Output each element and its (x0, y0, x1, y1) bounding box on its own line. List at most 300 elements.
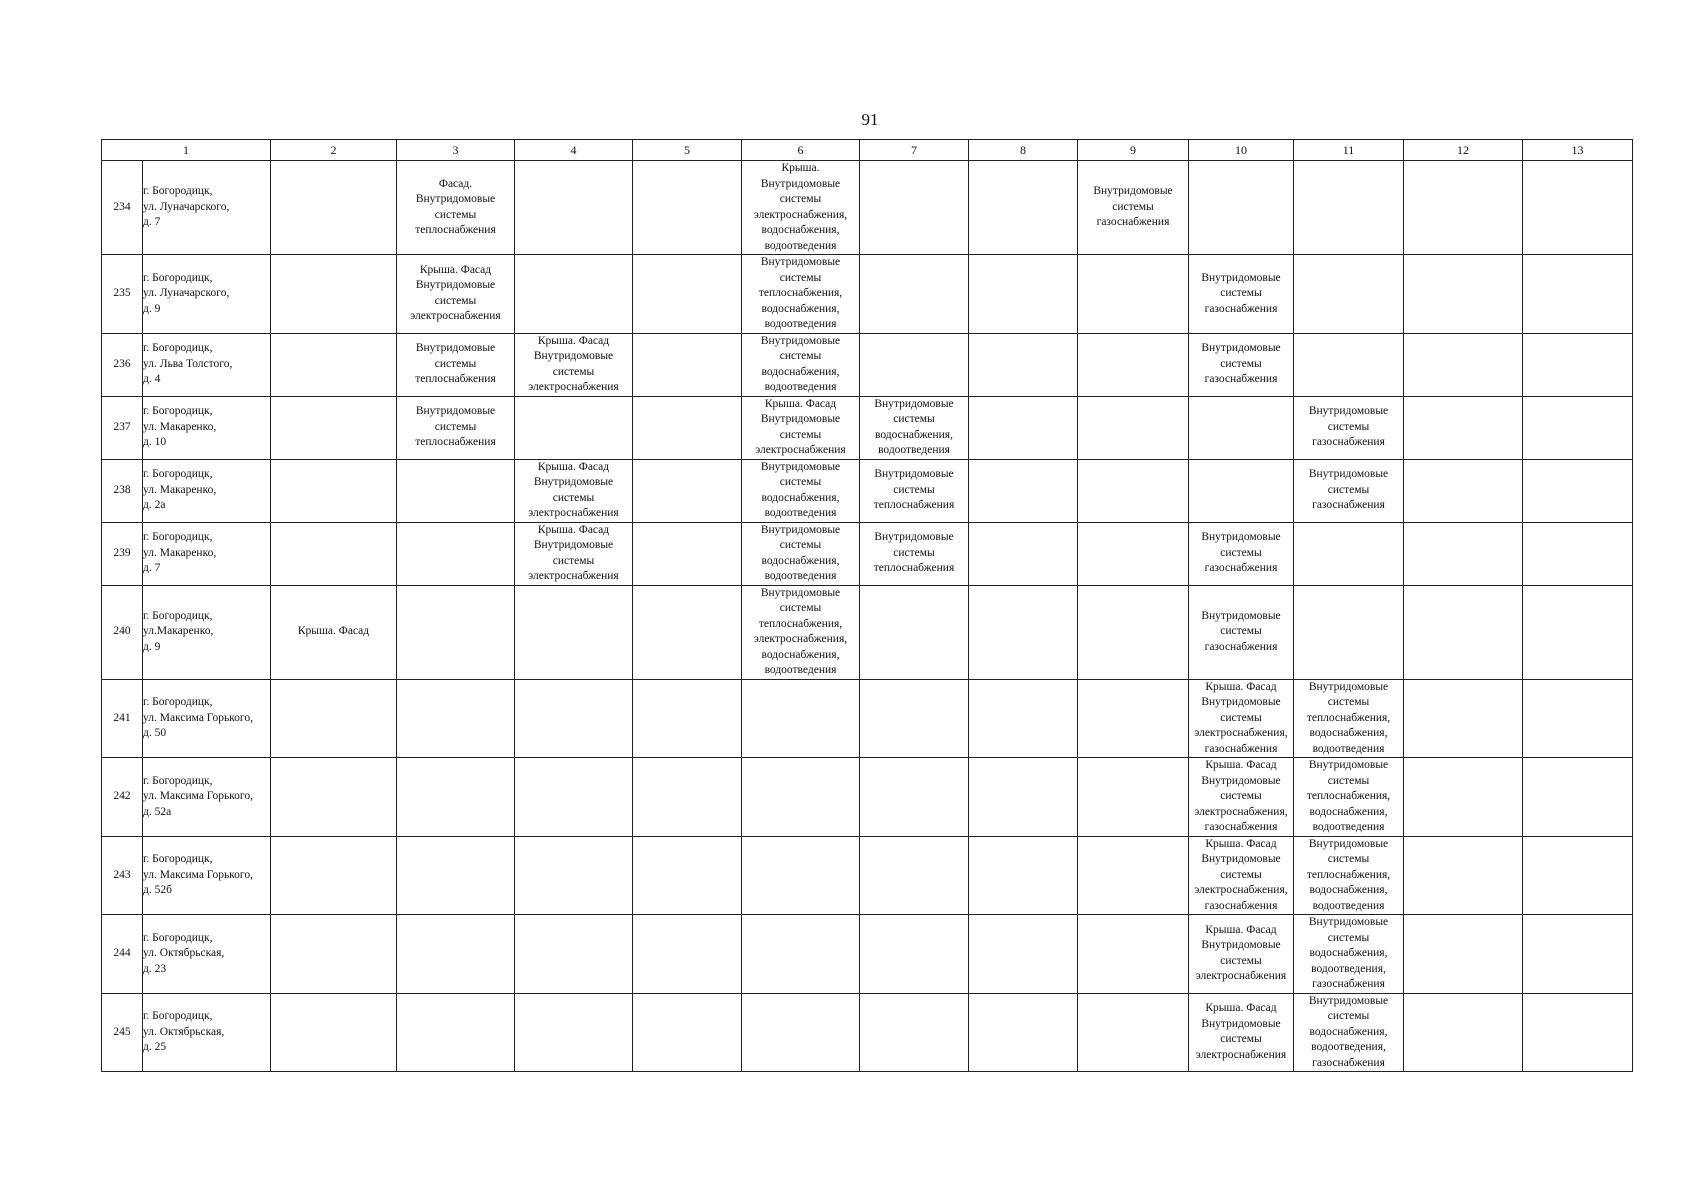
work-line: системы (434, 294, 477, 307)
work-line: теплоснабжения (415, 436, 496, 449)
work-line: электроснабжения, (1194, 884, 1288, 896)
work-cell (1404, 915, 1523, 994)
address-line: д. 4 (143, 373, 161, 386)
table-row (102, 993, 1633, 1072)
work-cell (633, 993, 742, 1072)
work-line: системы (779, 193, 822, 205)
table-row (102, 161, 1633, 255)
work-line: системы (434, 208, 477, 221)
table-row (102, 585, 1633, 679)
column-header: 10 (1189, 140, 1294, 161)
row-number: 244 (102, 915, 143, 994)
row-number: 237 (102, 396, 143, 459)
work-cell (1294, 459, 1404, 522)
work-line: водоотведения (1312, 821, 1385, 833)
address-cell (143, 679, 271, 758)
work-cell (397, 679, 515, 758)
table-row (102, 396, 1633, 459)
work-cell (1078, 459, 1189, 522)
work-line: водоотведения (1312, 742, 1385, 755)
work-line: газоснабжения (1204, 640, 1278, 653)
address-cell (143, 255, 271, 334)
work-cell (1078, 255, 1189, 334)
work-line: системы (1220, 357, 1262, 370)
column-header: 7 (860, 140, 969, 161)
work-line: Внутридомовые (760, 177, 841, 190)
work-line: системы (552, 491, 595, 504)
work-cell (860, 255, 969, 334)
work-line: Внутридомовые (874, 468, 954, 481)
work-line: электроснабжения (755, 444, 846, 456)
work-cell (515, 459, 633, 522)
work-line: электроснабжения, (1194, 805, 1288, 818)
row-number: 240 (102, 585, 143, 679)
work-cell (1189, 836, 1294, 915)
work-cell (1404, 333, 1523, 396)
work-cell (515, 396, 633, 459)
work-line: водоотведения, (1311, 962, 1386, 975)
work-cell (633, 679, 742, 758)
work-line: водоснабжения, (1309, 805, 1388, 818)
work-cell (397, 585, 515, 679)
work-line: Внутридомовые (1308, 994, 1389, 1007)
work-cell (1078, 993, 1189, 1072)
work-line: газоснабжения (1312, 1056, 1385, 1069)
work-line: газоснабжения (1204, 373, 1278, 386)
work-line: Внутридомовые (1201, 531, 1281, 544)
work-line: Внутридомовые (1308, 837, 1389, 850)
work-line: Крыша. Фасад (1205, 837, 1277, 850)
work-cell (633, 396, 742, 459)
work-line: Внутридомовые (415, 193, 496, 205)
work-line: Внутридомовые (760, 586, 841, 599)
work-cell (1523, 255, 1633, 334)
address-line: ул. Максима Горького, (143, 868, 253, 881)
work-cell (860, 915, 969, 994)
work-cell (1294, 585, 1404, 679)
work-cell (397, 522, 515, 585)
address-line: г. Богородицк, (143, 931, 213, 944)
work-line: водоснабжения, (761, 365, 840, 378)
work-line: Крыша. Фасад (419, 263, 492, 276)
work-line: электроснабжения (410, 310, 501, 323)
column-header: 8 (969, 140, 1078, 161)
work-line: системы (1327, 1010, 1370, 1022)
work-line: Внутридомовые (533, 476, 614, 488)
work-line: системы (1220, 287, 1262, 299)
table-row (102, 758, 1633, 837)
work-cell (633, 459, 742, 522)
work-line: системы (1220, 711, 1262, 724)
table-row (102, 459, 1633, 522)
work-line: системы (779, 602, 822, 614)
work-cell (860, 993, 969, 1072)
work-cell (969, 459, 1078, 522)
work-line: Крыша. Фасад (537, 334, 610, 347)
address-line: ул. Луначарского, (143, 287, 230, 299)
work-cell (515, 993, 633, 1072)
work-cell (271, 161, 397, 255)
address-line: г. Богородицк, (143, 185, 213, 198)
work-cell (742, 915, 860, 994)
work-cell (1294, 161, 1404, 255)
work-line: системы (1220, 954, 1262, 967)
work-line: системы (1327, 931, 1370, 944)
work-cell (1294, 836, 1404, 915)
address-cell (143, 585, 271, 679)
work-cell (1404, 396, 1523, 459)
work-line: Внутридомовые (1201, 939, 1281, 952)
work-cell (742, 459, 860, 522)
work-cell (1078, 836, 1189, 915)
work-line: водоснабжения, (761, 224, 840, 236)
work-cell (1189, 333, 1294, 396)
work-line: системы (893, 546, 935, 559)
work-line: электроснабжения (1195, 1048, 1287, 1061)
work-line: системы (1220, 546, 1262, 559)
work-line: Внутридомовые (760, 256, 841, 268)
work-line: Внутридомовые (874, 397, 954, 410)
work-line: системы (1327, 774, 1370, 787)
work-cell (969, 396, 1078, 459)
address-line: г. Богородицк, (143, 531, 213, 544)
address-cell (143, 915, 271, 994)
work-cell (742, 836, 860, 915)
work-line: теплоснабжения, (1306, 711, 1391, 724)
work-line: теплоснабжения (415, 373, 496, 386)
work-cell (271, 459, 397, 522)
work-line: Внутридомовые (874, 531, 954, 544)
work-cell (633, 255, 742, 334)
work-cell (515, 255, 633, 334)
work-cell (742, 522, 860, 585)
work-line: теплоснабжения, (758, 617, 843, 630)
address-cell (143, 836, 271, 915)
work-line: электроснабжения (528, 381, 619, 393)
work-line: водоотведения (764, 507, 837, 519)
row-number: 242 (102, 758, 143, 837)
address-line: г. Богородицк, (143, 853, 213, 865)
work-line: водоснабжения, (761, 491, 840, 504)
work-cell (1189, 758, 1294, 837)
table-body (102, 161, 1633, 1072)
row-number: 239 (102, 522, 143, 585)
address-line: д. 50 (143, 727, 167, 739)
work-line: водоотведения, (1311, 1041, 1386, 1053)
page-number: 91 (861, 110, 879, 129)
work-cell (1078, 758, 1189, 837)
work-cell (515, 836, 633, 915)
work-cell (1189, 585, 1294, 679)
work-cell (1523, 459, 1633, 522)
work-cell (633, 585, 742, 679)
work-cell (1523, 161, 1633, 255)
work-line: системы (552, 554, 595, 567)
work-cell (271, 758, 397, 837)
address-line: ул. Льва Толстого, (143, 357, 233, 370)
work-cell (1523, 915, 1633, 994)
work-line: системы (1327, 420, 1370, 433)
work-line: Крыша. Фасад (537, 460, 610, 473)
address-line: г. Богородицк, (143, 609, 213, 622)
column-header: 2 (271, 140, 397, 161)
work-cell (969, 585, 1078, 679)
work-line: системы (1327, 696, 1370, 708)
work-cell (969, 679, 1078, 758)
work-line: Крыша. (781, 162, 820, 174)
work-line: Внутридомовые (1308, 405, 1389, 418)
work-cell (271, 255, 397, 334)
work-line: Внутридомовые (760, 334, 841, 347)
work-line: Внутридомовые (415, 342, 496, 355)
work-line: газоснабжения (1096, 216, 1170, 229)
work-line: теплоснабжения, (1306, 790, 1391, 802)
column-header: 5 (633, 140, 742, 161)
work-cell (1189, 255, 1294, 334)
work-line: системы (779, 350, 822, 362)
row-number: 241 (102, 679, 143, 758)
work-line: газоснабжения (1204, 742, 1278, 755)
work-line: теплоснабжения (873, 562, 955, 575)
work-cell (1294, 255, 1404, 334)
work-line: Фасад. (438, 177, 473, 190)
work-line: Внутридомовые (1201, 1017, 1281, 1030)
work-line: Внутридомовые (415, 279, 496, 292)
work-cell (397, 333, 515, 396)
work-cell (969, 758, 1078, 837)
work-cell (860, 333, 969, 396)
work-cell (1523, 836, 1633, 915)
address-line: д. 25 (143, 1041, 167, 1053)
work-line: водоотведения (764, 381, 837, 393)
work-line: теплоснабжения (415, 224, 496, 236)
address-line: г. Богородицк, (143, 342, 213, 355)
column-number-row (102, 140, 1633, 161)
table-row (102, 333, 1633, 396)
work-cell (860, 836, 969, 915)
table-row (102, 255, 1633, 334)
work-cell (1078, 396, 1189, 459)
work-cell (515, 333, 633, 396)
address-line: д. 10 (143, 436, 167, 449)
work-line: газоснабжения (1312, 499, 1385, 512)
work-cell (742, 255, 860, 334)
work-cell (1404, 459, 1523, 522)
work-line: системы (1327, 483, 1370, 496)
work-line: системы (779, 476, 822, 488)
work-line: системы (1220, 1033, 1262, 1046)
work-cell (1404, 758, 1523, 837)
address-cell (143, 522, 271, 585)
work-cell (1189, 915, 1294, 994)
work-line: Внутридомовые (415, 405, 496, 418)
work-line: газоснабжения (1204, 562, 1278, 575)
work-line: водоотведения (1312, 899, 1385, 912)
work-line: Внутридомовые (1201, 609, 1281, 622)
column-header: 12 (1404, 140, 1523, 161)
work-cell (515, 679, 633, 758)
work-line: Внутридомовые (533, 539, 614, 551)
work-cell (1404, 522, 1523, 585)
row-number: 243 (102, 836, 143, 915)
work-cell (1404, 255, 1523, 334)
work-line: водоснабжения, (875, 428, 953, 441)
address-line: ул.Макаренко, (143, 625, 214, 638)
work-line: системы (1327, 853, 1370, 865)
work-cell (742, 161, 860, 255)
work-cell (1078, 915, 1189, 994)
work-cell (515, 522, 633, 585)
work-cell (397, 459, 515, 522)
work-cell (1404, 585, 1523, 679)
column-header: 11 (1294, 140, 1404, 161)
work-line: водоснабжения, (1309, 727, 1388, 739)
address-cell (143, 758, 271, 837)
work-line: Внутридомовые (760, 523, 841, 536)
work-cell (1294, 333, 1404, 396)
work-line: водоснабжения, (1309, 884, 1388, 896)
work-cell (1189, 161, 1294, 255)
work-line: системы (1220, 790, 1262, 802)
address-cell (143, 993, 271, 1072)
row-number: 234 (102, 161, 143, 255)
address-cell (143, 459, 271, 522)
work-cell (1294, 396, 1404, 459)
work-cell (1523, 585, 1633, 679)
work-cell (1189, 396, 1294, 459)
work-line: электроснабжения, (753, 633, 848, 645)
work-cell (271, 396, 397, 459)
work-cell (397, 396, 515, 459)
work-line: системы (434, 420, 477, 433)
work-line: системы (779, 539, 822, 551)
work-cell (1523, 758, 1633, 837)
address-cell (143, 396, 271, 459)
address-line: г. Богородицк, (143, 1010, 213, 1022)
work-line: Крыша. Фасад (764, 397, 837, 410)
work-cell (397, 836, 515, 915)
address-line: ул. Октябрьская, (143, 947, 225, 959)
work-cell (860, 459, 969, 522)
table-row (102, 522, 1633, 585)
address-line: д. 23 (143, 962, 167, 975)
work-line: водоотведения (764, 570, 837, 582)
work-cell (397, 915, 515, 994)
work-cell (515, 758, 633, 837)
work-line: системы (1220, 868, 1262, 881)
work-cell (1189, 522, 1294, 585)
work-cell (1189, 459, 1294, 522)
address-cell (143, 161, 271, 255)
work-cell (515, 585, 633, 679)
work-cell (742, 679, 860, 758)
work-cell (1523, 333, 1633, 396)
work-cell (1404, 679, 1523, 758)
work-line: теплоснабжения, (758, 287, 843, 299)
address-line: ул. Луначарского, (143, 200, 230, 213)
work-cell (742, 758, 860, 837)
work-cell (1523, 993, 1633, 1072)
table-row (102, 679, 1633, 758)
work-cell (1404, 161, 1523, 255)
work-line: Крыша. Фасад (1205, 680, 1277, 693)
work-cell (271, 915, 397, 994)
column-header: 4 (515, 140, 633, 161)
address-line: г. Богородицк, (143, 696, 213, 708)
work-line: водоснабжения, (761, 648, 840, 661)
work-line: Крыша. Фасад (537, 523, 610, 536)
work-cell (397, 993, 515, 1072)
work-line: Внутридомовые (1201, 774, 1281, 787)
work-line: водоотведения (764, 318, 837, 330)
work-cell (1294, 522, 1404, 585)
work-cell (1294, 758, 1404, 837)
work-cell (633, 522, 742, 585)
work-line: Внутридомовые (1308, 759, 1389, 771)
work-line: Крыша. Фасад (1205, 1002, 1277, 1015)
work-cell (1078, 161, 1189, 255)
address-line: г. Богородицк, (143, 405, 213, 418)
address-line: д. 7 (143, 562, 161, 575)
work-line: Внутридомовые (760, 413, 841, 425)
address-line: д. 9 (143, 302, 161, 315)
work-cell (1294, 915, 1404, 994)
work-line: системы (893, 413, 935, 425)
work-cell (397, 255, 515, 334)
work-cell (271, 333, 397, 396)
address-line: ул. Октябрьская, (143, 1025, 225, 1038)
row-number: 245 (102, 993, 143, 1072)
work-cell (1404, 993, 1523, 1072)
work-line: Внутридомовые (1308, 680, 1389, 693)
work-cell (860, 161, 969, 255)
work-cell (969, 522, 1078, 585)
column-header: 9 (1078, 140, 1189, 161)
work-line: Внутридомовые (1201, 342, 1281, 355)
work-cell (742, 585, 860, 679)
work-line: Крыша. Фасад (1205, 923, 1277, 936)
address-line: д. 2а (143, 499, 166, 512)
address-line: ул. Максима Горького, (143, 790, 253, 802)
work-cell (633, 836, 742, 915)
work-cell (969, 161, 1078, 255)
address-line: г. Богородицк, (143, 271, 213, 284)
work-cell (1404, 836, 1523, 915)
work-cell (633, 333, 742, 396)
work-line: Крыша. Фасад (1205, 759, 1277, 771)
work-line: газоснабжения (1312, 436, 1385, 449)
work-line: системы (552, 365, 595, 378)
work-cell (742, 993, 860, 1072)
work-cell (860, 758, 969, 837)
row-number: 236 (102, 333, 143, 396)
column-header: 13 (1523, 140, 1633, 161)
work-line: Внутридомовые (1308, 468, 1389, 481)
work-line: электроснабжения, (1194, 727, 1288, 739)
column-header: 3 (397, 140, 515, 161)
work-line: Внутридомовые (1093, 185, 1173, 198)
address-line: ул. Максима Горького, (143, 711, 253, 724)
work-line: газоснабжения (1204, 302, 1278, 315)
work-cell (1189, 679, 1294, 758)
row-number: 235 (102, 255, 143, 334)
work-line: Внутридомовые (1201, 271, 1281, 284)
address-line: д. 52б (143, 884, 172, 896)
work-line: теплоснабжения, (1306, 868, 1391, 881)
address-line: д. 52а (143, 805, 172, 818)
work-cell (742, 396, 860, 459)
work-cell (1523, 679, 1633, 758)
